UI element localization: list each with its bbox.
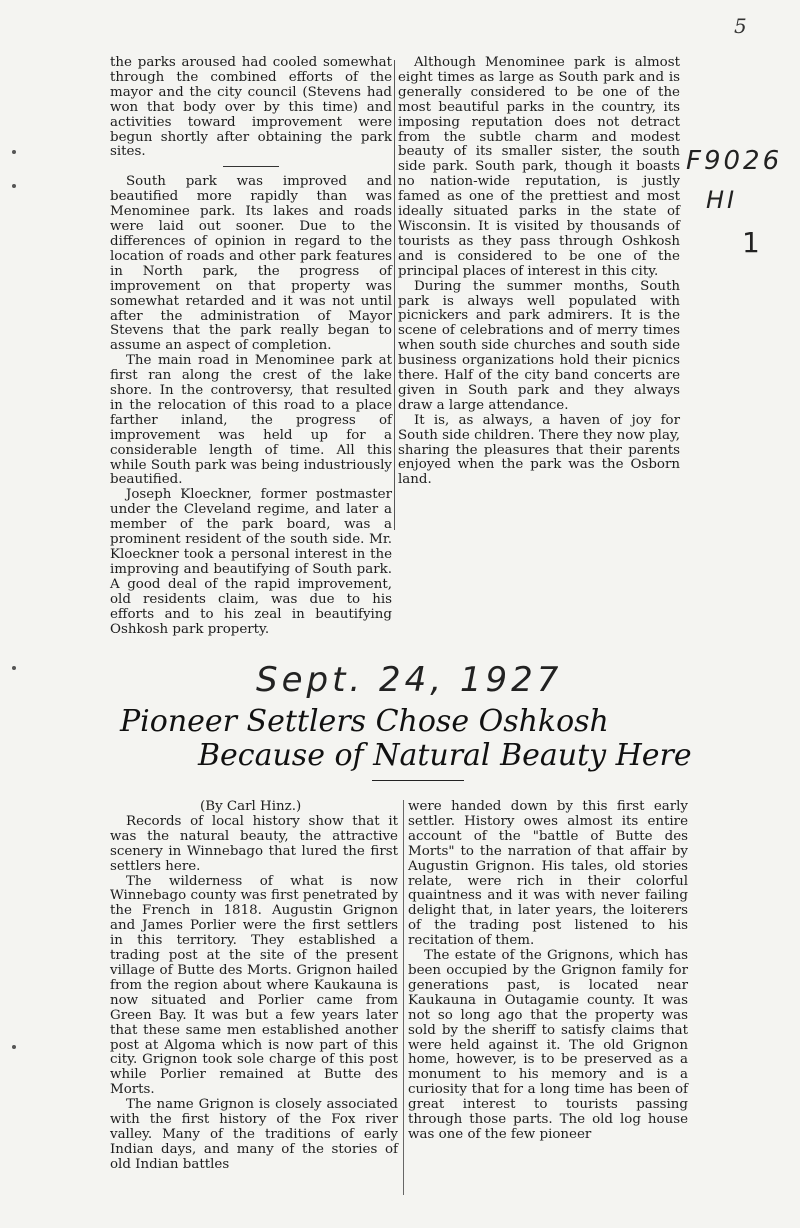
handwritten-date: Sept. 24, 1927 bbox=[256, 660, 563, 700]
byline: (By Carl Hinz.) bbox=[200, 799, 302, 814]
handwritten-hi-note: HI bbox=[706, 186, 738, 214]
article-paragraph: were handed down by this first early settler. History owes almost its entire account of the "battle of Butte des Morts" to the narration of that affair by Augustin Grignon. His tales, old stories relate, were rich in their colorful quaintness and it was with never failing delight that, in later years, the loiterers of the trading post listened to his recitation of them. bbox=[408, 799, 688, 949]
headline-line-1: Pioneer Settlers Chose Oshkosh bbox=[120, 704, 609, 739]
handwritten-number-note: 1 bbox=[742, 226, 763, 259]
top-article-right-column bbox=[398, 56, 680, 488]
article-paragraph: The estate of the Grignons, which has been occupied by the Grignon family for generations past, is located near Kaukauna in Outagamie county. It was not so long ago that the property was sold by the sheriff to satisfy claims that were held against it. The old Grignon home, however, is to be preserved as a monument to his memory and is a curiosity that for a long time has been of great interest to tourists passing through those parts. The old log house was one of the few pioneer bbox=[408, 948, 688, 1142]
margin-dot bbox=[12, 1045, 16, 1049]
column-divider bbox=[394, 60, 395, 530]
handwritten-catalog-code: F9026 bbox=[686, 146, 783, 176]
article-paragraph: The main road in Menominee park at first ran along the crest of the lake shore. In the controversy, that resulted in the relocation of this road to a place farther inland, the progress of improvement was held up for a considerable length of time. All this while South park was being industriously beautified. bbox=[110, 353, 392, 488]
headline-line-2: Because of Natural Beauty Here bbox=[198, 738, 692, 773]
margin-dot bbox=[12, 184, 16, 188]
article-paragraph: It is, as always, a haven of joy for South side children. There they now play, sharing the pleasures that their parents enjoyed when the park was the Osborn land. bbox=[398, 412, 680, 488]
column-divider bbox=[403, 800, 404, 1195]
bottom-article-left-column bbox=[110, 800, 398, 1173]
article-paragraph: The name Grignon is closely associated with the first history of the Fox river valley. Many of the traditions of early Indian days, and many of the stories of old Indian battles bbox=[110, 1097, 398, 1172]
article-paragraph: the parks aroused had cooled somewhat through the combined efforts of the mayor and the city council (Stevens had won that body over by this time) and activities toward improvement were begun shortly after obtaining the park sites. bbox=[110, 55, 392, 160]
article-paragraph: South park was improved and beautified more rapidly than was Menominee park. Its lakes and roads were laid out sooner. Due to the differences of opinion in regard to the location of roads and other park features in North park, the progress of improvement on that property was somewhat retarded and it was not until after the administration of Mayor Stevens that the park really began to assume an aspect of completion. bbox=[110, 174, 392, 354]
article-paragraph: Although Menominee park is almost eight times as large as South park and is generally considered to be one of the most beautiful parks in the country, its imposing reputation does not detract from the subtle charm and modest beauty of its smaller sister, the south side park. South park, though it boasts no nation-wide reputation, is justly famed as one of the prettiest and most ideally situated parks in the state of Wisconsin. It is visited by thousands of tourists as they pass through Oshkosh and is considered to be one of the principal places of interest in this city. bbox=[398, 55, 680, 279]
article-paragraph: Joseph Kloeckner, former postmaster under the Cleveland regime, and later a member of the park board, was a prominent resident of the south side. Mr. Kloeckner took a personal interest in the improving and beautifying of South park. A good deal of the rapid improvement, old residents claim, was due to his efforts and to his zeal in beautifying Oshkosh park property. bbox=[110, 487, 392, 637]
margin-dot bbox=[12, 666, 16, 670]
article-paragraph: During the summer months, South park is always well populated with picnickers and park admirers. It is the scene of celebrations and of merry times when south side churches and south side business organizations hold their picnics there. Half of the city band concerts are given in South park and they always draw a large attendance. bbox=[398, 278, 680, 413]
top-article-left-column bbox=[110, 56, 392, 637]
page-number: 5 bbox=[734, 14, 747, 38]
bottom-article-right-column bbox=[408, 800, 688, 1143]
margin-dot bbox=[12, 150, 16, 154]
section-separator bbox=[223, 166, 279, 167]
article-paragraph: The wilderness of what is now Winnebago county was first penetrated by the French in 1818. Augustin Grignon and James Porlier were the first settlers in this territory. They established a trading post at the site of the present village of Butte des Morts. Grignon hailed from the region about where Kaukauna is now situated and Porlier came from Green Bay. It was but a few years later that these same men established another post at Algoma which is now part of this city. Grignon took sole charge of this post while Porlier remained at Butte des Morts. bbox=[110, 873, 398, 1098]
article-paragraph: Records of local history show that it was the natural beauty, the attractive scenery in Winnebago that lured the first settlers here. bbox=[110, 813, 398, 874]
headline-rule bbox=[372, 780, 464, 781]
